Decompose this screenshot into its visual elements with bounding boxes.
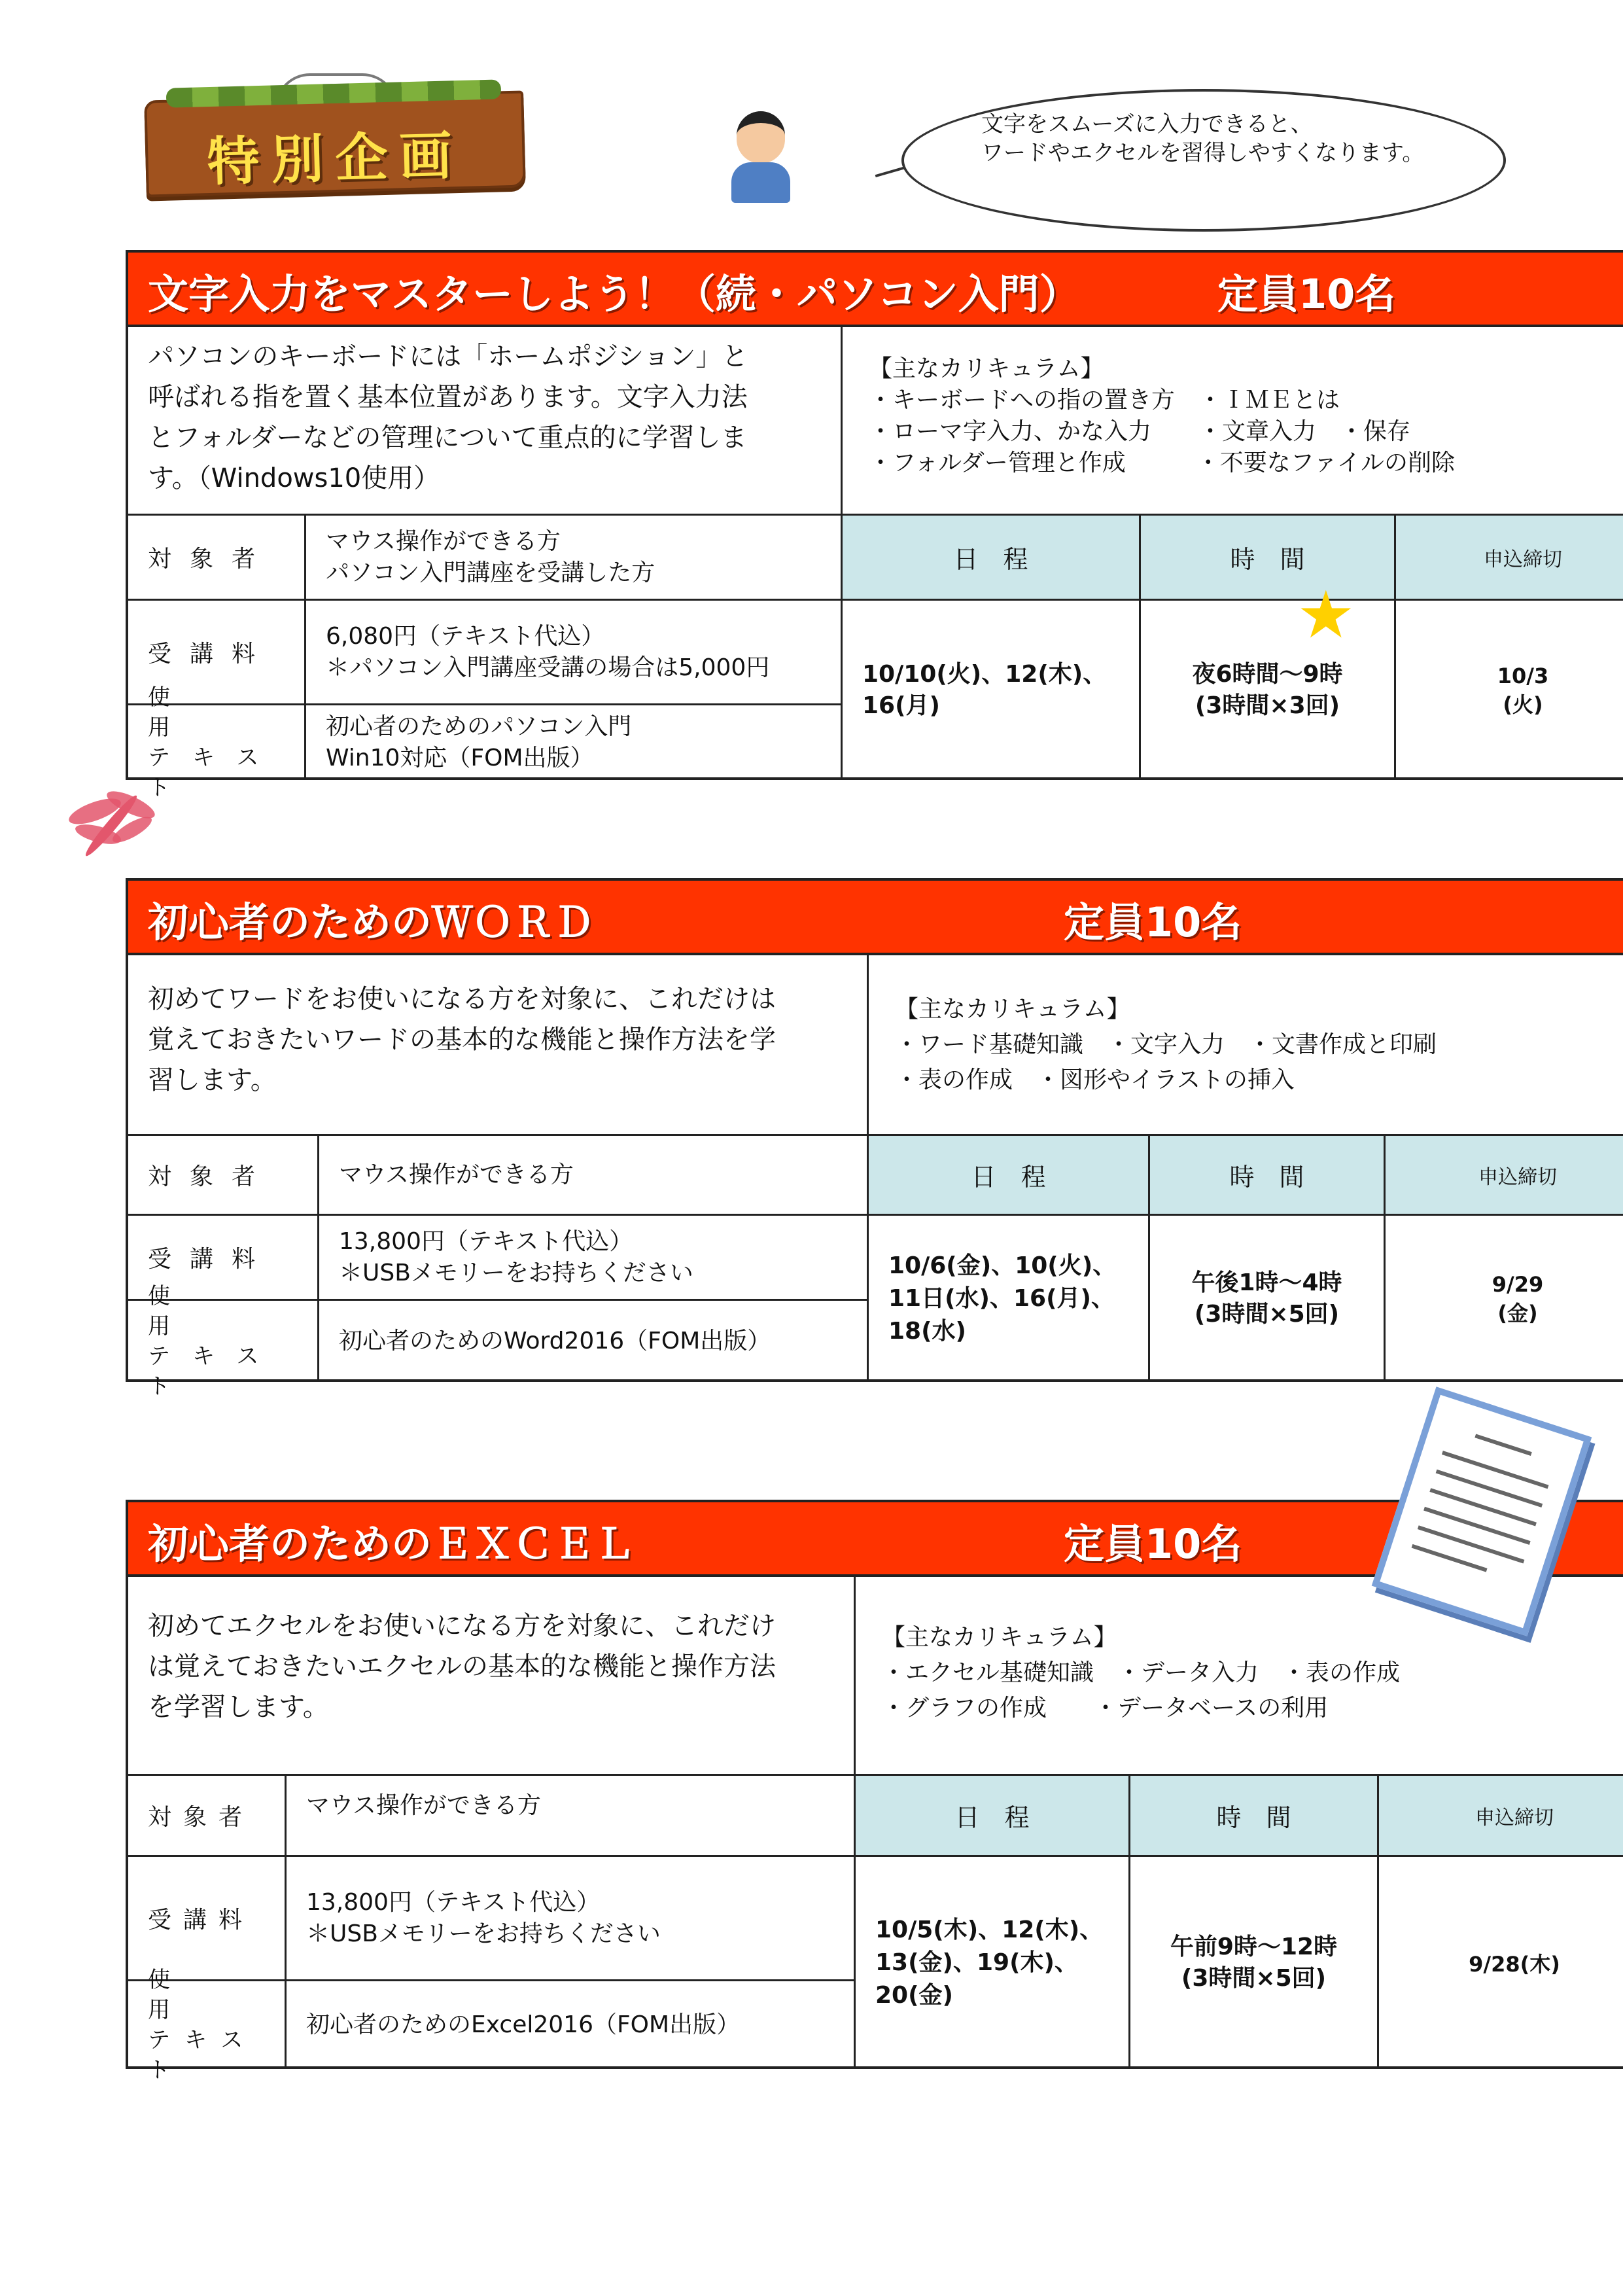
course-capacity: 定員10名 (1064, 898, 1242, 946)
fee-value: 13,800円（テキスト代込） ＊USBメモリーをお持ちください (319, 1216, 869, 1301)
time-header: 時 間 (1130, 1776, 1379, 1857)
schedule-value: 10/5(木)、12(木)、 13(金)、19(木)、 20(金) (856, 1857, 1130, 2069)
time-value: 夜6時間～9時 (3時間×3回) (1141, 601, 1396, 780)
person-illustration-icon (731, 111, 790, 203)
target-value: マウス操作ができる方 (287, 1776, 856, 1857)
course-header (128, 881, 1623, 955)
star-icon: ★ (1297, 576, 1355, 653)
target-value: マウス操作ができる方 (319, 1136, 869, 1216)
course-description: 初めてエクセルをお使いになる方を対象に、これだけ は覚えておきたいエクセルの基本的な機能と操作方法 を学習します。 (128, 1574, 856, 1776)
target-label: 対象者 (128, 1776, 287, 1857)
schedule-header: 日 程 (856, 1776, 1130, 1857)
banner-label: 特別企画 (206, 124, 464, 193)
deadline-value: 10/3 (火) (1497, 663, 1549, 717)
textbook-label: 使用 テキスト (128, 1301, 319, 1382)
schedule-header: 日 程 (843, 516, 1141, 601)
target-label: 対象者 (128, 516, 306, 601)
course-description: パソコンのキーボードには「ホームポジション」と 呼ばれる指を置く基本位置があります。文字入力法 とフォルダーなどの管理について重点的に学習しま す。（Windows10使用） (128, 325, 843, 516)
course-title: 初心者のためのＥＸＣＥＬ (148, 1520, 635, 1568)
course-title: 初心者のためのＷＯＲＤ (148, 898, 595, 946)
deadline-value: 9/29 (金) (1492, 1272, 1544, 1326)
time-header: 時 間 (1150, 1136, 1386, 1216)
target-value: マウス操作ができる方 パソコン入門講座を受講した方 (306, 516, 843, 601)
speech-text: 文字をスムーズに入力できると、 ワードやエクセルを習得しやすくなります。 (981, 111, 1425, 166)
time-value: 午前9時～12時 (3時間×5回) (1130, 1857, 1379, 2069)
course-card-word (126, 878, 1623, 1400)
deadline-value: 9/28(木) (1469, 1952, 1560, 1977)
deadline-header: 申込締切 (1379, 1776, 1623, 1857)
schedule-value: 10/10(火)、12(木)、 16(月) (843, 601, 1141, 780)
fee-label: 受講料 (128, 601, 306, 705)
dragonfly-icon (59, 785, 164, 870)
schedule-value: 10/6(金)、10(火)、 11日(水)、16(月)、 18(水) (869, 1216, 1150, 1382)
textbook-value: 初心者のためのExcel2016（FOM出版） (287, 1981, 856, 2069)
textbook-label: 使用 テキスト (128, 705, 306, 780)
deadline-header: 申込締切 (1386, 1136, 1623, 1216)
curriculum-box: 【主なカリキュラム】 ・ワード基礎知識 ・文字入力 ・文書作成と印刷 ・表の作成 ・図形やイラストの挿入 (869, 953, 1623, 1136)
schedule-header: 日 程 (869, 1136, 1150, 1216)
deadline-header: 申込締切 (1396, 516, 1623, 601)
fee-value: 13,800円（テキスト代込） ＊USBメモリーをお持ちください (287, 1857, 856, 1981)
time-value: 午後1時～4時 (3時間×5回) (1150, 1216, 1386, 1382)
fee-label: 受講料 (128, 1857, 287, 1981)
textbook-value: 初心者のためのWord2016（FOM出版） (319, 1301, 869, 1382)
course-header (128, 253, 1623, 327)
course-capacity: 定員10名 (1217, 270, 1396, 318)
textbook-label: 使用 テキスト (128, 1981, 287, 2069)
grass-decoration (166, 79, 502, 107)
time-header: 時 間 (1141, 516, 1396, 601)
curriculum-box: 【主なカリキュラム】 ・エクセル基礎知識 ・データ入力 ・表の作成 ・グラフの作成 ・データベースの利用 (856, 1574, 1623, 1776)
fee-value: 6,080円（テキスト代込） ＊パソコン入門講座受講の場合は5,000円 (306, 601, 843, 705)
course-description: 初めてワードをお使いになる方を対象に、これだけは 覚えておきたいワードの基本的な機能と操作方法を学 習します。 (128, 953, 869, 1136)
special-banner (144, 90, 526, 197)
course-card-typing (126, 250, 1623, 801)
curriculum-box: 【主なカリキュラム】 ・キーボードへの指の置き方 ・ＩＭＥとは ・ローマ字入力、かな入力 ・文章入力 ・保存 ・フォルダー管理と作成 ・不要なファイルの削除 (843, 325, 1623, 516)
course-capacity: 定員10名 (1064, 1520, 1242, 1568)
course-title: 文字入力をマスターしよう！（続・パソコン入門） (148, 270, 1080, 318)
target-label: 対象者 (128, 1136, 319, 1216)
textbook-value: 初心者のためのパソコン入門 Win10対応（FOM出版） (306, 705, 843, 780)
fee-label: 受講料 (128, 1216, 319, 1301)
